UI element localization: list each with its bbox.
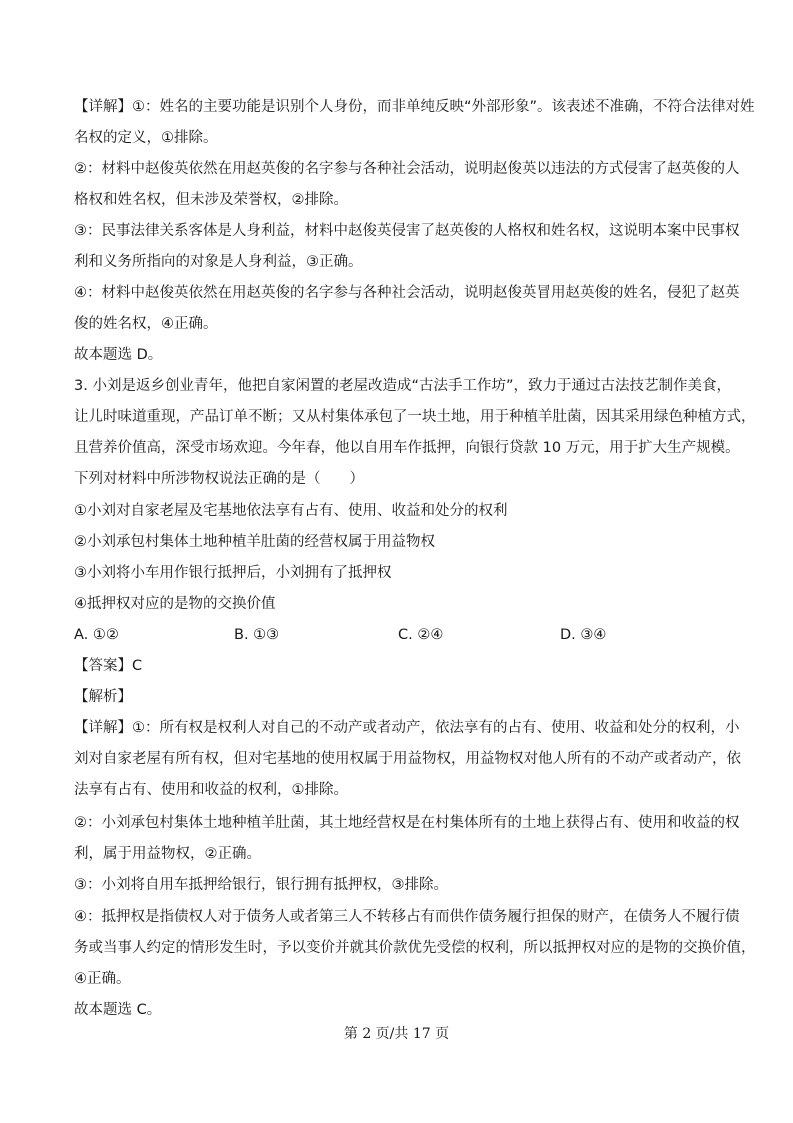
text-line: ②：小刘承包村集体土地种植羊肚菌，其土地经营权是在村集体所有的土地上获得占有、使用和收益的权 bbox=[74, 815, 740, 831]
statement-1: ①小刘对自家老屋及宅基地依法享有占有、使用、收益和处分的权利 bbox=[74, 503, 508, 519]
text-line: ③：民事法律关系客体是人身利益，材料中赵俊英侵害了赵英俊的人格权和姓名权，这说明本案中民事权 bbox=[74, 223, 740, 239]
text-line: 且营养价值高，深受市场欢迎。今年春，他以自用车作抵押，向银行贷款 10 万元，用于扩大生产规模。 bbox=[74, 440, 740, 456]
text-line: 名权的定义，①排除。 bbox=[74, 130, 218, 146]
text-line: 故本题选 D。 bbox=[74, 347, 163, 363]
option-b: B. ①③ bbox=[234, 627, 280, 643]
text-line: ④正确。 bbox=[74, 971, 131, 987]
text-line: 俊的姓名权，④正确。 bbox=[74, 316, 218, 332]
text-line: 格权和姓名权，但未涉及荣誉权，②排除。 bbox=[74, 192, 348, 208]
answer-options bbox=[74, 625, 734, 645]
statement-2: ②小刘承包村集体土地种植羊肚菌的经营权属于用益物权 bbox=[74, 534, 435, 550]
text-line: 下列对材料中所涉物权说法正确的是（ ） bbox=[74, 471, 364, 487]
text-line: 务或当事人约定的情形发生时，予以变价并就其价款优先受偿的权利，所以抵押权对应的是物的交换价值， bbox=[74, 940, 756, 956]
text-line: ④：材料中赵俊英依然在用赵英俊的名字参与各种社会活动，说明赵俊英冒用赵英俊的姓名，侵犯了赵英 bbox=[74, 285, 740, 301]
text-line: 刘对自家老屋有所有权，但对宅基地的使用权属于用益物权，用益物权对他人所有的不动产或者动产，依 bbox=[74, 751, 741, 767]
option-c: C. ②④ bbox=[398, 627, 444, 643]
text-line: 让儿时味道重现，产品订单不断；又从村集体承包了一块土地，用于种植羊肚菌，因其采用绿色种植方式， bbox=[74, 409, 756, 425]
text-line: 【详解】①：所有权是权利人对自己的不动产或者动产，依法享有的占有、使用、收益和处分的权利，小 bbox=[74, 720, 740, 736]
text-line: 法享有占有、使用和收益的权利，①排除。 bbox=[74, 782, 348, 798]
statement-4: ④抵押权对应的是物的交换价值 bbox=[74, 596, 276, 612]
answer-label: 【答案】C bbox=[74, 658, 143, 674]
text-line: ④：抵押权是指债权人对于债务人或者第三人不转移占有而供作债务履行担保的财产，在债务人不履行债 bbox=[74, 909, 740, 925]
text-line: 故本题选 C。 bbox=[74, 1002, 162, 1018]
option-d: D. ③④ bbox=[560, 627, 607, 643]
text-line: 利和义务所指向的对象是人身利益，③正确。 bbox=[74, 254, 363, 270]
text-line: ③：小刘将自用车抵押给银行，银行拥有抵押权，③排除。 bbox=[74, 877, 448, 893]
statement-3: ③小刘将小车用作银行抵押后，小刘拥有了抵押权 bbox=[74, 565, 392, 581]
text-line: 【详解】①：姓名的主要功能是识别个人身份，而非单纯反映“外部形象”。该表述不准确，不符合法律对姓 bbox=[74, 99, 755, 115]
option-a: A. ①② bbox=[74, 627, 119, 643]
page-footer: 第 2 页/共 17 页 bbox=[343, 1026, 450, 1042]
question-3-stem: 3. 小刘是返乡创业青年，他把自家闲置的老屋改造成“古法手工作坊”，致力于通过古法技艺制作美食， bbox=[74, 378, 731, 394]
text-line: ②：材料中赵俊英依然在用赵英俊的名字参与各种社会活动，说明赵俊英以违法的方式侵害了赵英俊的人 bbox=[74, 161, 740, 177]
text-line: 利，属于用益物权，②正确。 bbox=[74, 846, 261, 862]
analysis-label: 【解析】 bbox=[74, 689, 132, 705]
